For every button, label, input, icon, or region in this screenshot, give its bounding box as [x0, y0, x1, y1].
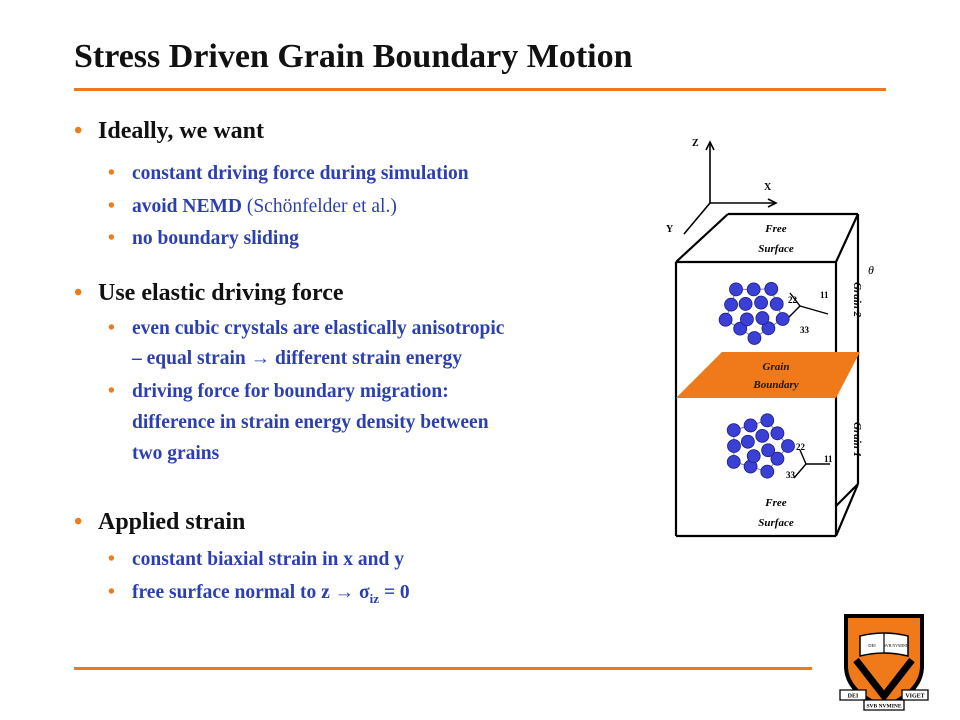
- axis-33-label: 33: [800, 325, 809, 335]
- item-text: free surface normal to $z \to \sigma_{iz} = 0$: [132, 582, 410, 606]
- atom: [747, 283, 760, 296]
- item-text: avoid NEMD (Schönfelder et al.): [132, 196, 397, 217]
- axis-11-label: 11: [824, 454, 833, 464]
- item-text: no boundary sliding: [132, 228, 299, 249]
- atom: [740, 313, 753, 326]
- book-right-text: SVB NVMINE: [883, 643, 909, 648]
- coordinate-axes: [684, 142, 776, 234]
- ribbon-right-text: VIGET: [905, 693, 925, 700]
- book-left-text: DEI: [868, 643, 876, 648]
- ribbon-middle-text: SVB NVMINE: [866, 703, 902, 710]
- atom: [765, 282, 778, 295]
- grain-boundary-diagram: [650, 128, 890, 548]
- atom: [727, 455, 740, 468]
- bullet-icon: •: [108, 582, 115, 603]
- item-text: constant biaxial strain in x and y: [132, 549, 404, 570]
- heading-text: Ideally, we want: [98, 118, 265, 144]
- item-text: constant driving force during simulation: [132, 163, 469, 184]
- heading-text: Use elastic driving force: [98, 280, 344, 306]
- heading-text: Applied strain: [98, 509, 246, 535]
- atom: [739, 297, 752, 310]
- axis-22-label: 22: [796, 442, 805, 452]
- axis-x-label: X: [764, 182, 772, 193]
- atom: [755, 296, 768, 309]
- bullet-icon: •: [74, 509, 83, 535]
- theta-label: θ: [868, 263, 874, 277]
- atom: [725, 298, 738, 311]
- atom-cluster-top: [719, 282, 789, 344]
- grain-boundary-plane: [676, 352, 860, 398]
- atom: [761, 414, 774, 427]
- atom: [727, 424, 740, 437]
- atom-cluster-bottom: [727, 414, 794, 478]
- footer-rule: [74, 667, 812, 670]
- free-surface-top-label: Free: [765, 223, 787, 235]
- bullet-icon: •: [108, 318, 115, 339]
- bullet-icon: •: [108, 549, 115, 570]
- ribbon-left-text: DEI: [847, 693, 859, 700]
- atom: [747, 450, 760, 463]
- bullet-icon: •: [108, 228, 115, 249]
- atom: [719, 313, 732, 326]
- axis-z-label: Z: [692, 138, 699, 149]
- atom: [744, 419, 757, 432]
- atom: [730, 283, 743, 296]
- grain-boundary-label: Boundary: [753, 379, 799, 391]
- item-text: even cubic crystals are elastically anisotropic: [132, 318, 505, 339]
- university-seal: [838, 606, 930, 716]
- atom: [728, 440, 741, 453]
- atom: [741, 435, 754, 448]
- item-text: driving force for boundary migration:: [132, 381, 449, 402]
- bullet-icon: •: [74, 280, 83, 306]
- atom: [776, 312, 789, 325]
- slide-title: Stress Driven Grain Boundary Motion: [74, 38, 633, 75]
- bullet-icon: •: [108, 163, 115, 184]
- bullet-icon: •: [108, 381, 115, 402]
- axis-y-label: Y: [666, 224, 674, 235]
- atom: [770, 298, 783, 311]
- axis-22-label: 22: [788, 295, 797, 305]
- grain-1-label: Grain 1: [851, 422, 863, 458]
- axis-33-label: 33: [786, 470, 795, 480]
- item-text: two grains: [132, 443, 220, 464]
- title-rule: [74, 88, 886, 91]
- item-text: – equal strain → different strain energy: [132, 348, 463, 369]
- atom: [762, 444, 775, 457]
- atom: [761, 465, 774, 478]
- bullet-icon: •: [74, 118, 83, 144]
- bullet-icon: •: [108, 196, 115, 217]
- free-surface-top-label: Surface: [758, 243, 794, 255]
- citation: (Schönfelder et al.): [241, 196, 397, 217]
- grain-2-label: Grain 2: [851, 282, 863, 318]
- free-surface-bottom-label: Surface: [758, 517, 794, 529]
- atom: [771, 427, 784, 440]
- free-surface-bottom-label: Free: [765, 497, 787, 509]
- atom: [748, 331, 761, 344]
- atom: [782, 440, 795, 453]
- atom: [756, 429, 769, 442]
- axis-11-label: 11: [820, 290, 829, 300]
- atom: [756, 312, 769, 325]
- grain-boundary-label: Grain: [762, 361, 790, 373]
- item-text: difference in strain energy density between: [132, 412, 489, 433]
